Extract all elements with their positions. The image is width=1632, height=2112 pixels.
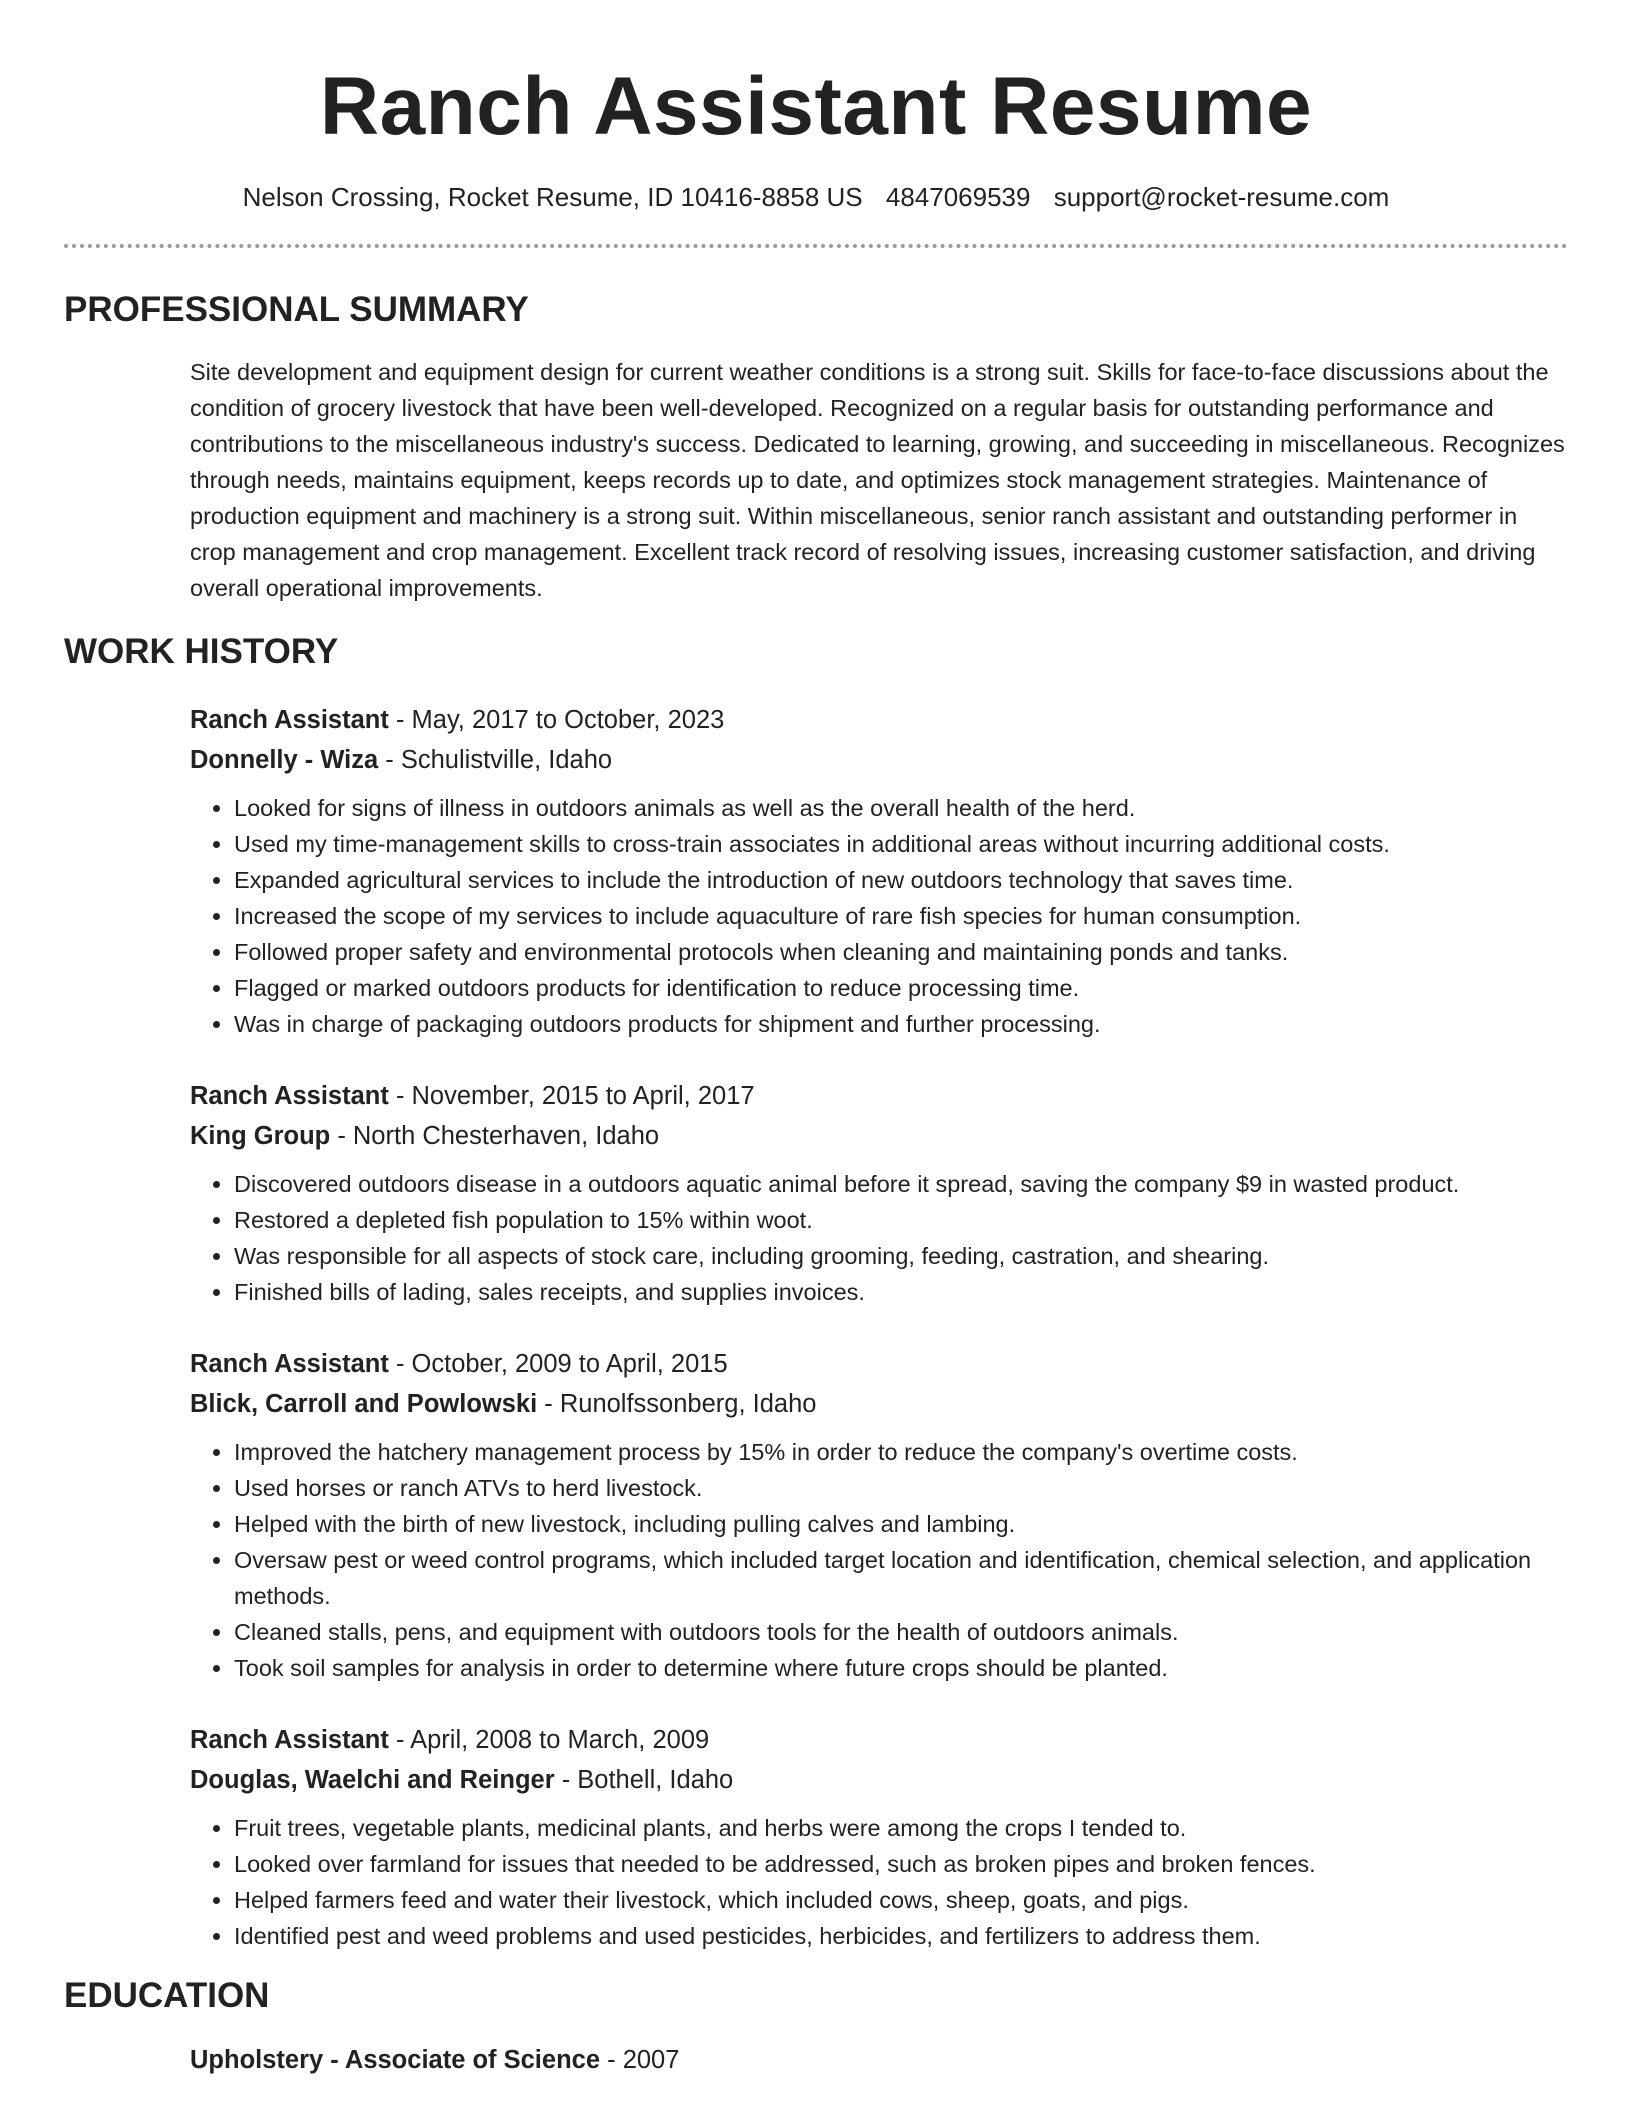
job-bullets: [190, 790, 1568, 1042]
job-entry: [190, 1076, 1568, 1310]
contact-line: [64, 180, 1568, 214]
job-company: Donnelly - Wiza: [190, 746, 379, 774]
section-heading-summary: PROFESSIONAL SUMMARY: [64, 290, 529, 329]
section-heading-education: EDUCATION: [64, 1976, 270, 2015]
header-divider: [64, 244, 1568, 248]
job-dates: - April, 2008 to March, 2009: [388, 1726, 710, 1754]
job-dates: - May, 2017 to October, 2023: [388, 706, 725, 734]
education-degree: Upholstery - Associate of Science: [190, 2046, 601, 2074]
job-bullet: • Discovered outdoors disease in a outdoors aquatic animal before it spread, saving the company $9 in wasted product.: [234, 1166, 1568, 1202]
job-company: Douglas, Waelchi and Reinger: [190, 1766, 555, 1794]
job-bullet: • Used my time-management skills to cross-train associates in additional areas without incurring additional costs.: [234, 826, 1568, 862]
job-bullet: • Used horses or ranch ATVs to herd livestock.: [234, 1470, 1568, 1506]
education-entry: [190, 2040, 1568, 2080]
job-bullet: • Flagged or marked outdoors products for identification to reduce processing time.: [234, 970, 1568, 1006]
job-title-line: [190, 1076, 1568, 1116]
job-company-line: [190, 740, 1568, 780]
job-title-line: [190, 1344, 1568, 1384]
job-title-line: [190, 1720, 1568, 1760]
contact-address: Nelson Crossing, Rocket Resume, ID 10416-8858 US: [242, 182, 863, 212]
job-bullet: • Identified pest and weed problems and used pesticides, herbicides, and fertilizers to address them.: [234, 1918, 1568, 1954]
job-bullet: • Improved the hatchery management process by 15% in order to reduce the company's overtime costs.: [234, 1434, 1568, 1470]
job-bullets: [190, 1810, 1568, 1954]
job-company: King Group: [190, 1122, 331, 1150]
section-heading-work-history: WORK HISTORY: [64, 632, 339, 671]
job-bullets: [190, 1166, 1568, 1310]
job-title: Ranch Assistant: [190, 1726, 389, 1754]
summary-text: Site development and equipment design for current weather conditions is a strong suit. Skills for face-to-face discussions about the condition of grocery livestock that have been well-developed. Recognized on a regular basis for outstanding performance and contributions to the miscellaneous industry's success. Dedicated to learning, growing, and succeeding in miscellaneous. Recognizes through needs, maintains equipment, keeps records up to date, and optimizes stock management strategies. Maintenance of production equipment and machinery is a strong suit. Within miscellaneous, senior ranch assistant and outstanding performer in crop management and crop management. Excellent track record of resolving issues, increasing customer satisfaction, and driving overall operational improvements.: [190, 359, 1565, 601]
job-location: - Runolfssonberg, Idaho: [537, 1390, 817, 1418]
job-entry: [190, 700, 1568, 1042]
job-bullet: • Fruit trees, vegetable plants, medicinal plants, and herbs were among the crops I tended to.: [234, 1810, 1568, 1846]
job-bullet: • Was in charge of packaging outdoors products for shipment and further processing.: [234, 1006, 1568, 1042]
job-title: Ranch Assistant: [190, 706, 389, 734]
job-dates: - October, 2009 to April, 2015: [388, 1350, 728, 1378]
job-company-line: [190, 1384, 1568, 1424]
job-entry: [190, 1344, 1568, 1686]
contact-phone: 4847069539: [885, 182, 1031, 212]
job-bullet: • Expanded agricultural services to include the introduction of new outdoors technology that saves time.: [234, 862, 1568, 898]
job-title-line: [190, 700, 1568, 740]
job-bullet: • Helped with the birth of new livestock, including pulling calves and lambing.: [234, 1506, 1568, 1542]
job-title: Ranch Assistant: [190, 1350, 389, 1378]
job-entry: [190, 1720, 1568, 1954]
job-bullet: • Cleaned stalls, pens, and equipment with outdoors tools for the health of outdoors animals.: [234, 1614, 1568, 1650]
job-location: - North Chesterhaven, Idaho: [330, 1122, 660, 1150]
job-company: Blick, Carroll and Powlowski: [190, 1390, 538, 1418]
job-title: Ranch Assistant: [190, 1082, 389, 1110]
job-location: - Bothell, Idaho: [554, 1766, 734, 1794]
job-bullet: • Restored a depleted fish population to 15% within woot.: [234, 1202, 1568, 1238]
work-history-list: [64, 700, 1568, 1954]
job-bullet: • Increased the scope of my services to include aquaculture of rare fish species for human consumption.: [234, 898, 1568, 934]
education-year: - 2007: [600, 2046, 680, 2074]
job-bullet: • Looked over farmland for issues that needed to be addressed, such as broken pipes and broken fences.: [234, 1846, 1568, 1882]
job-dates: - November, 2015 to April, 2017: [388, 1082, 755, 1110]
job-bullet: • Followed proper safety and environmental protocols when cleaning and maintaining ponds and tanks.: [234, 934, 1568, 970]
job-bullet: • Took soil samples for analysis in order to determine where future crops should be planted.: [234, 1650, 1568, 1686]
contact-email: support@rocket-resume.com: [1053, 182, 1390, 212]
job-bullet: • Finished bills of lading, sales receipts, and supplies invoices.: [234, 1274, 1568, 1310]
job-location: - Schulistville, Idaho: [378, 746, 613, 774]
job-bullet: • Looked for signs of illness in outdoors animals as well as the overall health of the herd.: [234, 790, 1568, 826]
job-bullet: • Oversaw pest or weed control programs, which included target location and identification, chemical selection, and application methods.: [234, 1542, 1568, 1614]
resume-page: [64, 0, 1568, 2080]
resume-title: Ranch Assistant Resume: [319, 61, 1313, 152]
job-bullet: • Helped farmers feed and water their livestock, which included cows, sheep, goats, and pigs.: [234, 1882, 1568, 1918]
job-bullet: • Was responsible for all aspects of stock care, including grooming, feeding, castration, and shearing.: [234, 1238, 1568, 1274]
job-bullets: [190, 1434, 1568, 1686]
job-company-line: [190, 1116, 1568, 1156]
job-company-line: [190, 1760, 1568, 1800]
